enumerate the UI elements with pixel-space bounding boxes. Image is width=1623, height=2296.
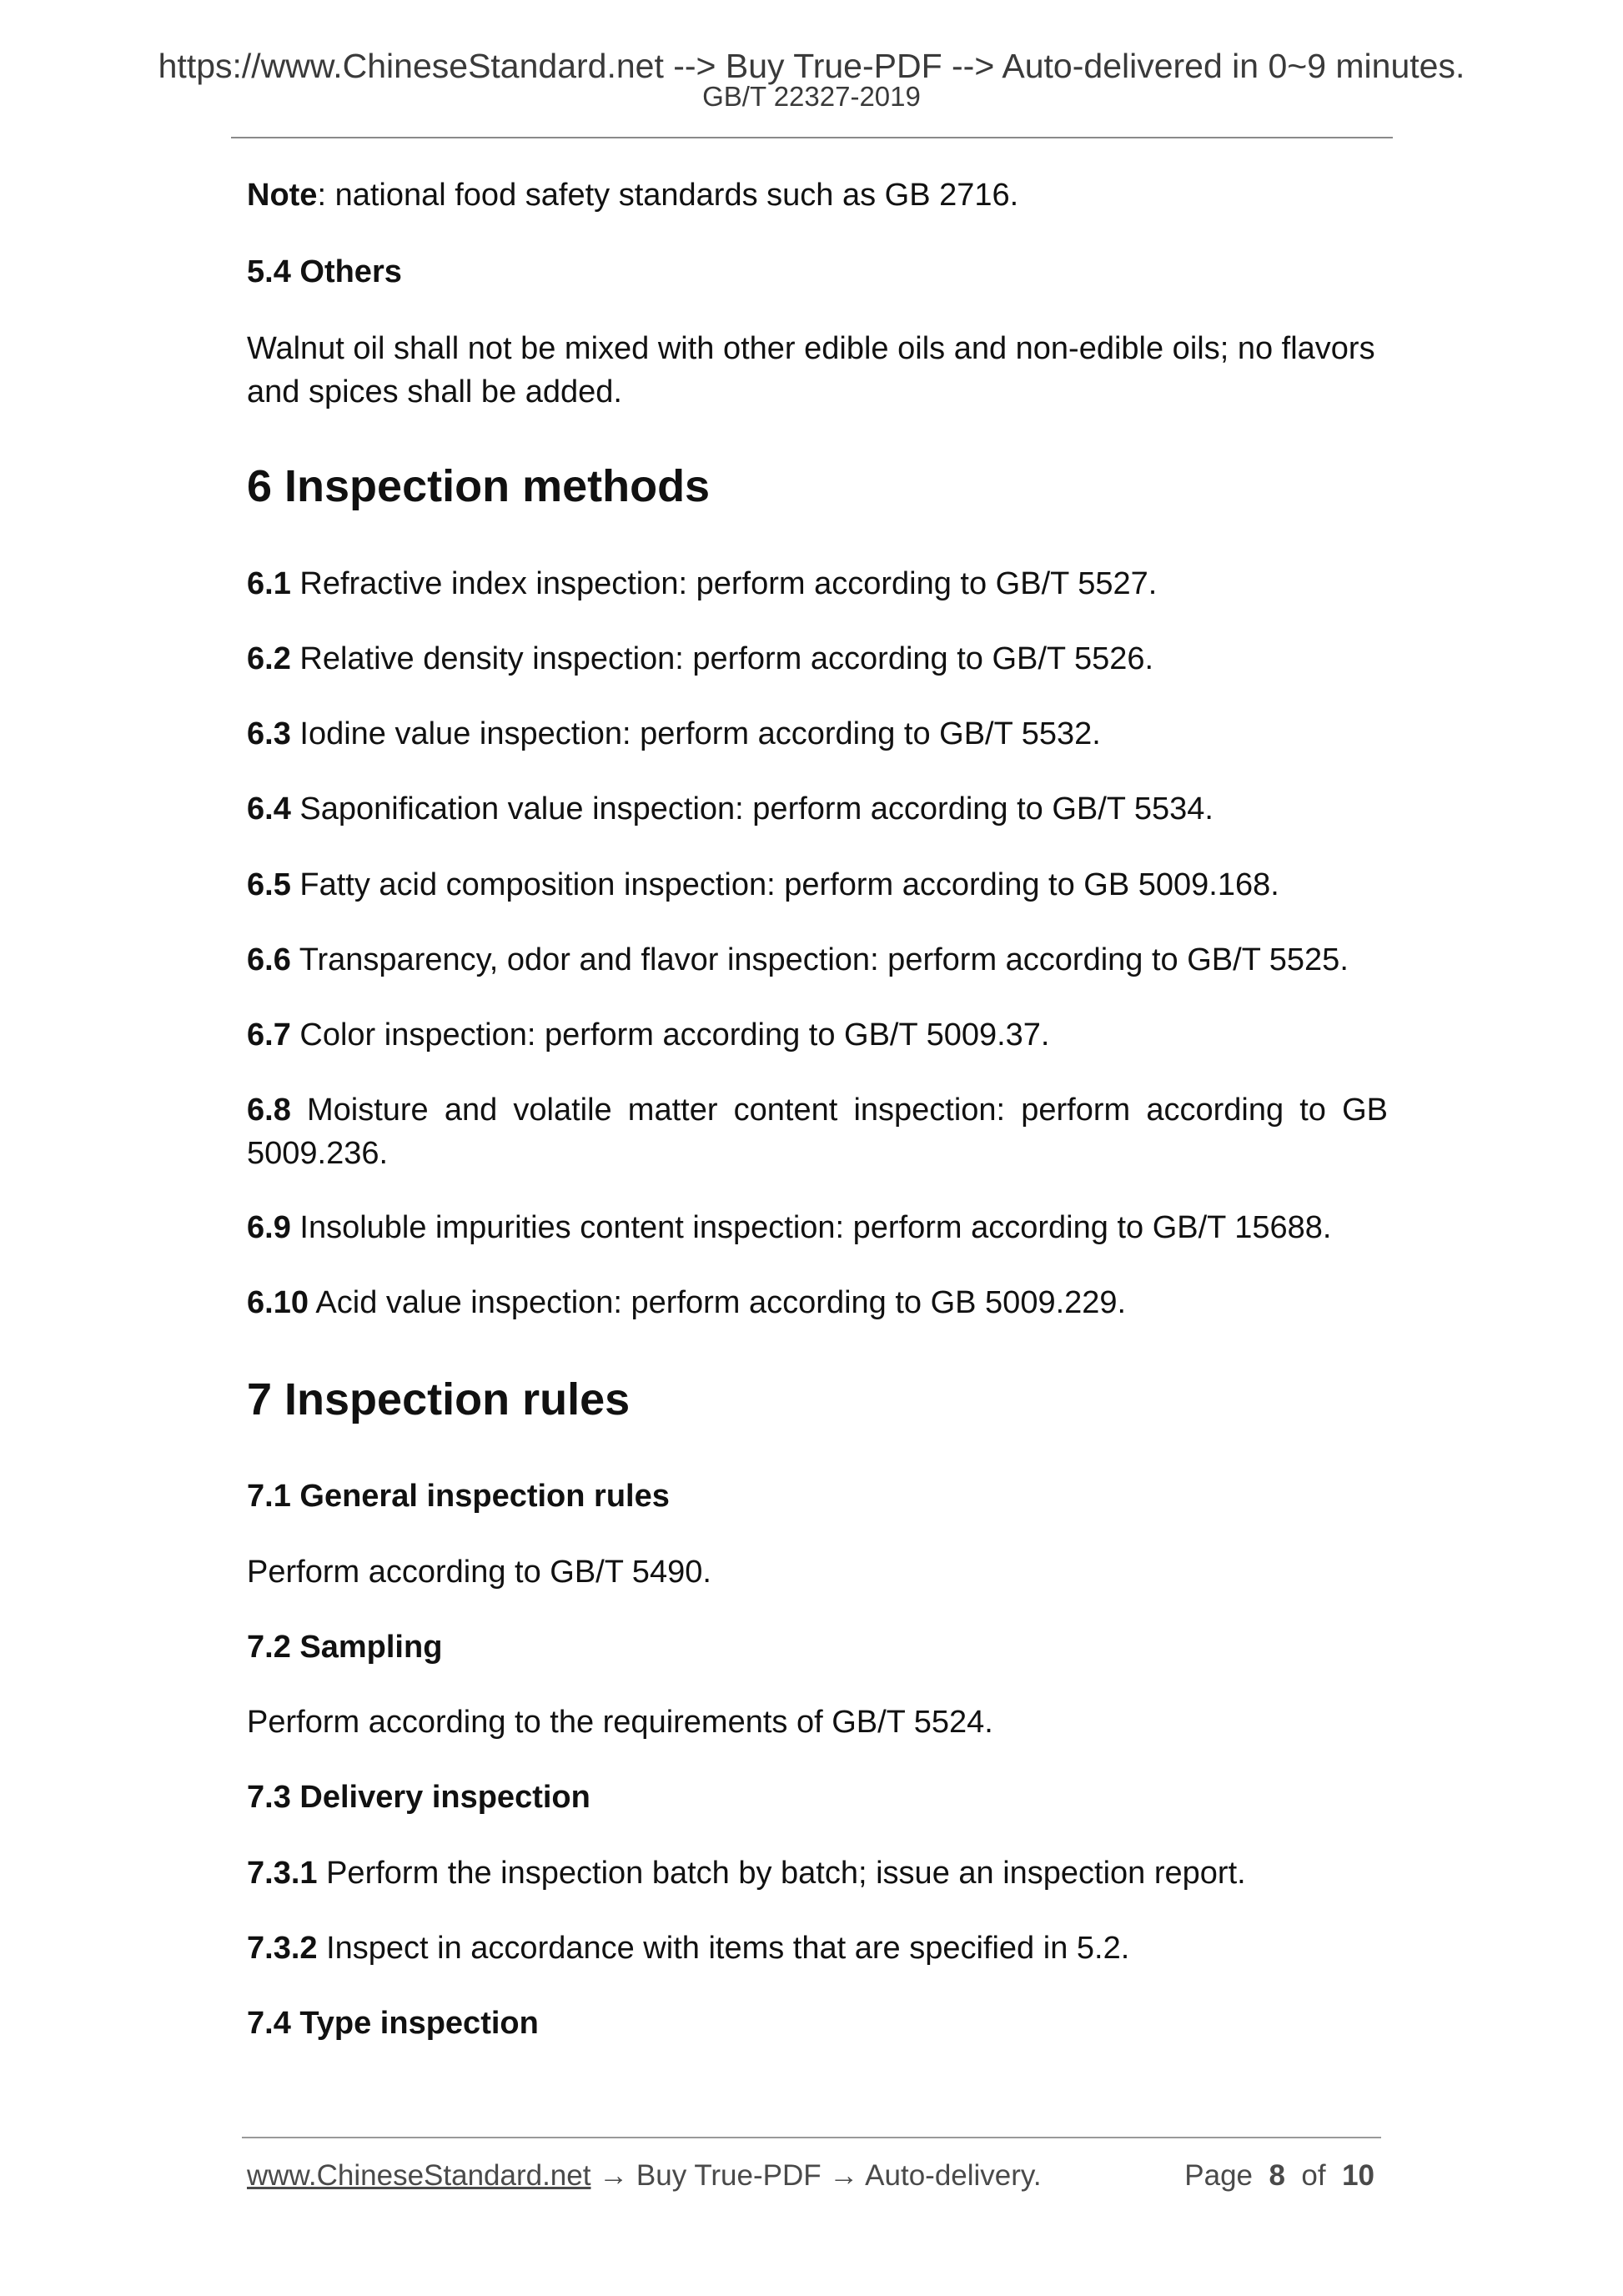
clause-text: Fatty acid composition inspection: perform according to GB 5009.168. [290,867,1279,902]
clause-number: 7.3.2 [247,1931,318,1966]
clause-number: 6.8 [247,1093,291,1128]
section-7-1-text: Perform according to GB/T 5490. [247,1555,711,1590]
section-7-heading: 7 Inspection rules [247,1374,631,1424]
note-label: Note [247,178,318,213]
clause-text: Insoluble impurities content inspection: perform according to GB/T 15688. [290,1210,1332,1245]
section-7-3-heading: 7.3 Delivery inspection [247,1780,590,1815]
clause-7-3-1 [247,1851,1388,1895]
clause-text: Refractive index inspection: perform according to GB/T 5527. [290,566,1158,601]
page-number [1184,2157,1374,2195]
section-5-4-heading: 5.4 Others [247,254,402,289]
clause-text: Iodine value inspection: perform according to GB/T 5532. [290,716,1101,751]
clause-6-9 [247,1206,1388,1249]
section-7-1-heading: 7.1 General inspection rules [247,1479,670,1514]
clause-number: 6.7 [247,1017,291,1053]
clause-number: 6.10 [247,1285,309,1320]
page-current: 8 [1269,2159,1285,2192]
clause-number: 6.1 [247,566,291,601]
section-7-2-text: Perform according to the requirements of GB/T 5524. [247,1705,993,1740]
section-6-heading: 6 Inspection methods [247,461,711,511]
page-word: Page [1184,2159,1254,2192]
clause-number: 6.5 [247,867,291,902]
source-banner: https://www.ChineseStandard.net --> Buy True-PDF --> Auto-delivered in 0~9 minutes. [158,47,1465,85]
clause-text: Relative density inspection: perform according to GB/T 5526. [290,641,1154,676]
clause-6-1 [247,562,1388,605]
clause-number: 6.3 [247,716,291,751]
clause-number: 7.3.1 [247,1856,318,1891]
section-7-2-heading: 7.2 Sampling [247,1630,443,1665]
clause-6-4 [247,787,1388,831]
clause-6-6 [247,938,1388,982]
clause-number: 6.6 [247,942,291,977]
document-code: GB/T 22327-2019 [702,81,921,112]
clause-6-10 [247,1281,1388,1324]
header-divider [231,137,1393,138]
clause-text: Saponification value inspection: perform according to GB/T 5534. [290,791,1213,826]
clause-6-3 [247,712,1388,756]
footer-divider [242,2137,1381,2138]
clause-number: 6.4 [247,791,291,826]
clause-text: Perform the inspection batch by batch; issue an inspection report. [317,1856,1246,1891]
page-total: 10 [1342,2159,1374,2192]
footer-site-link[interactable]: www.ChineseStandard.net [247,2159,591,2192]
clause-text: Color inspection: perform according to GB/T 5009.37. [290,1017,1050,1053]
footer-promo [247,2157,1042,2195]
page-of: of [1301,2159,1326,2192]
clause-6-5 [247,863,1388,907]
clause-6-7 [247,1013,1388,1057]
section-7-4-heading: 7.4 Type inspection [247,2006,539,2041]
footer-promo-text: → Buy True-PDF → Auto-delivery. [590,2159,1042,2192]
clause-7-3-2 [247,1927,1388,1970]
clause-number: 6.2 [247,641,291,676]
section-5-4-text: Walnut oil shall not be mixed with other edible oils and non-edible oils; no flavors and spices shall be added. [247,331,1375,409]
clause-6-2 [247,637,1388,681]
note-text: : national food safety standards such as GB 2716. [317,178,1019,213]
note-paragraph [247,173,1388,217]
clause-6-8 [247,1088,1388,1175]
clause-number: 6.9 [247,1210,291,1245]
clause-text: Acid value inspection: perform according to GB 5009.229. [308,1285,1127,1320]
clause-text: Moisture and volatile matter content inspection: perform according to GB 5009.236. [247,1093,1388,1171]
clause-text: Transparency, odor and flavor inspection: perform according to GB/T 5525. [290,942,1349,977]
clause-text: Inspect in accordance with items that are specified in 5.2. [317,1931,1130,1966]
